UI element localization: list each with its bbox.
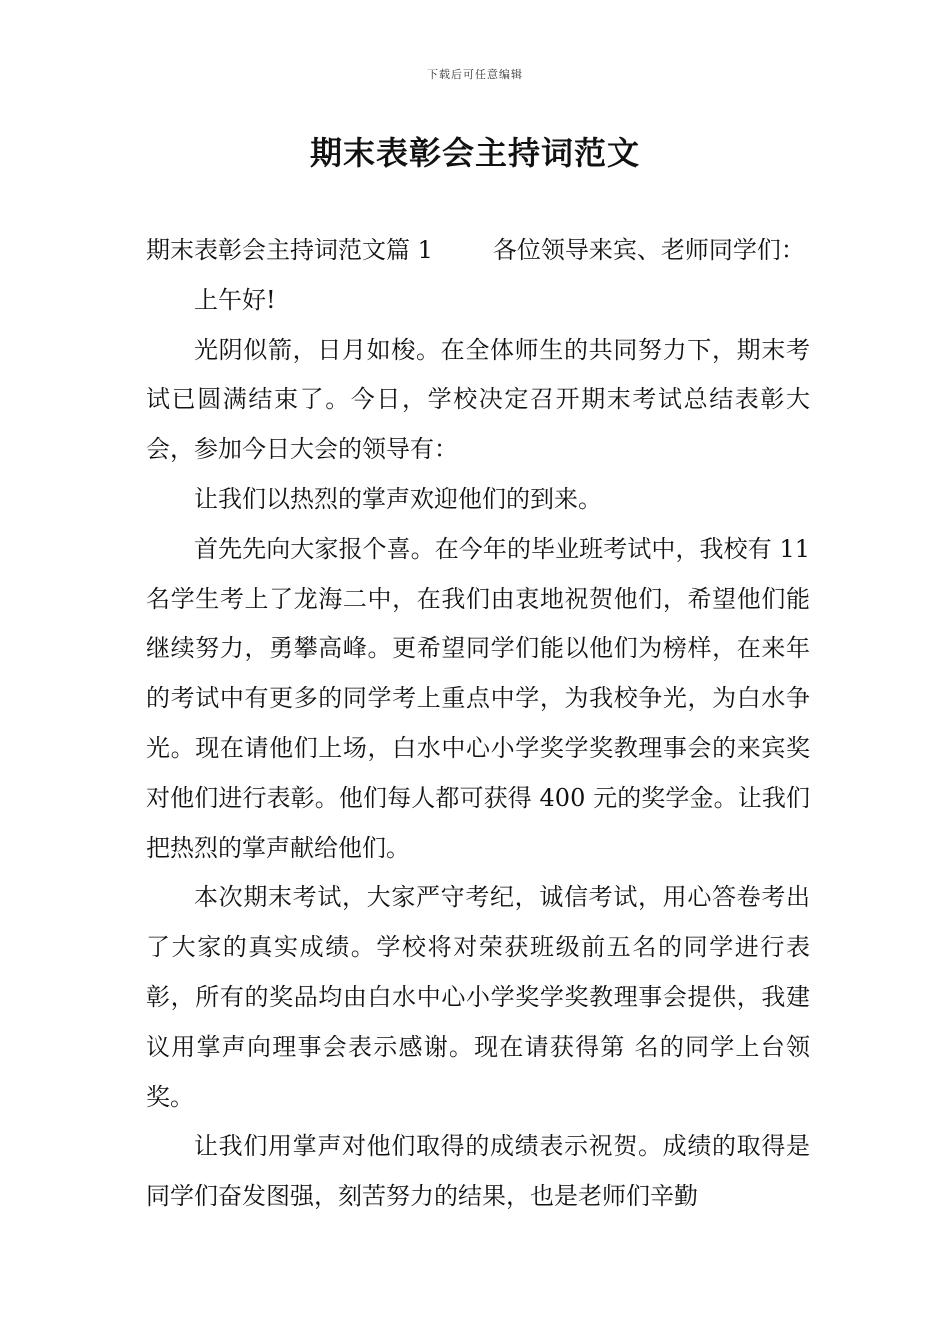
intro-line: [146, 226, 810, 276]
paragraph-congratulations: 让我们用掌声对他们取得的成绩表示祝贺。成绩的取得是同学们奋发图强，刻苦努力的结果，也是老师们辛勤: [146, 1132, 810, 1211]
document-title: 期末表彰会主持词范文: [309, 134, 640, 172]
header-note: 下载后可任意编辑: [427, 68, 523, 81]
section-heading: 期末表彰会主持词范文篇 1: [146, 236, 433, 264]
document-body: [146, 226, 810, 1222]
paragraph-welcome: 让我们以热烈的掌声欢迎他们的到来。: [194, 484, 602, 513]
salutation: 各位领导来宾、老师同学们：: [492, 236, 805, 264]
paragraph-opening: 光阴似箭，日月如梭。在全体师生的共同努力下，期末考试已圆满结束了。今日，学校决定召开期末考试总结表彰大会，参加今日大会的领导有：: [146, 335, 810, 464]
paragraph-awards: 本次期末考试，大家严守考纪，诚信考试，用心答卷考出了大家的真实成绩。学校将对荣获班级前五名的同学进行表彰，所有的奖品均由白水中心小学奖学奖教理事会提供，我建议用掌声向理事会表示感谢。现在请获得第 名的同学上台领奖。: [146, 883, 810, 1111]
paragraph-graduates: 首先先向大家报个喜。在今年的毕业班考试中，我校有 11 名学生考上了龙海二中，在我们由衷地祝贺他们，希望他们能继续努力，勇攀高峰。更希望同学们能以他们为榜样，在来年的考试中有更多的同学考上重点中学，为我校争光，为白水争光。现在请他们上场，白水中心小学奖学奖教理事会的来宾奖对他们进行表彰。他们每人都可获得 400 元的奖学金。让我们把热烈的掌声献给他们。: [146, 534, 810, 862]
paragraph-greeting: 上午好!: [194, 285, 276, 314]
